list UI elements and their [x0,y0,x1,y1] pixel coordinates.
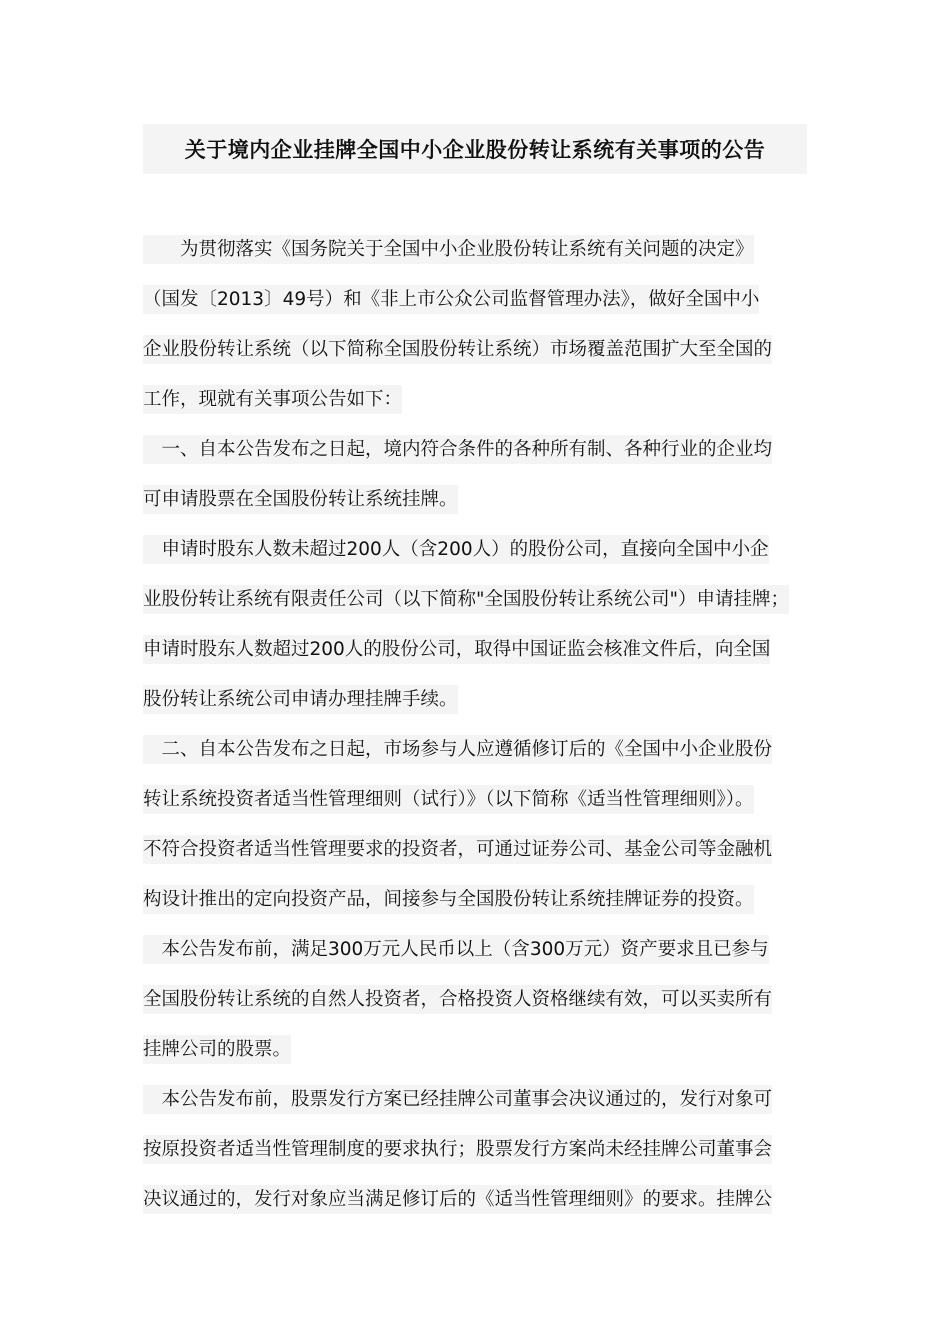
body-line-text: 构设计推出的定向投资产品，间接参与全国股份转让系统挂牌证券的投资。 [143,885,754,914]
body-line-text: 股份转让系统公司申请办理挂牌手续。 [143,685,458,714]
body-line [143,1125,813,1175]
body-line-text: 为贯彻落实《国务院关于全国中小企业股份转让系统有关问题的决定》 [143,235,754,264]
body-line [143,625,813,675]
body-line-text: 工作，现就有关事项公告如下： [143,385,402,414]
body-line-text: （国发〔2013〕49号）和《非上市公众公司监督管理办法》，做好全国中小 [143,285,759,314]
body-line-text: 本公告发布前，股票发行方案已经挂牌公司董事会决议通过的，发行对象可 [143,1085,772,1114]
body-line [143,825,813,875]
body-line [143,925,813,975]
body-line [143,675,813,725]
body-line [143,225,813,275]
body-line [143,775,813,825]
document-title: 关于境内企业挂牌全国中小企业股份转让系统有关事项的公告 [184,138,766,162]
body-line [143,575,813,625]
body-line [143,725,813,775]
body-line-text: 转让系统投资者适当性管理细则（试行）》（以下简称《适当性管理细则》）。 [143,785,754,814]
title-banner [143,124,807,174]
body-line-text: 全国股份转让系统的自然人投资者，合格投资人资格继续有效，可以买卖所有 [143,985,772,1014]
body-line [143,875,813,925]
body-line [143,425,813,475]
body-line-text: 不符合投资者适当性管理要求的投资者，可通过证券公司、基金公司等金融机 [143,835,772,864]
body-line [143,1175,813,1225]
body-line [143,1075,813,1125]
body-line [143,325,813,375]
body-line [143,1025,813,1075]
document-body [143,225,813,1225]
body-line-text: 业股份转让系统有限责任公司（以下简称"全国股份转让系统公司"）申请挂牌； [143,585,789,614]
body-line-text: 企业股份转让系统（以下简称全国股份转让系统）市场覆盖范围扩大至全国的 [143,335,772,364]
body-line-text: 可申请股票在全国股份转让系统挂牌。 [143,485,458,514]
body-line [143,475,813,525]
body-line [143,525,813,575]
body-line-text: 二、自本公告发布之日起，市场参与人应遵循修订后的《全国中小企业股份 [143,735,772,764]
body-line-text: 申请时股东人数未超过200人（含200人）的股份公司，直接向全国中小企 [143,535,769,564]
body-line-text: 按原投资者适当性管理制度的要求执行；股票发行方案尚未经挂牌公司董事会 [143,1135,772,1164]
body-line-text: 申请时股东人数超过200人的股份公司，取得中国证监会核准文件后，向全国 [143,635,770,664]
body-line-text: 决议通过的，发行对象应当满足修订后的《适当性管理细则》的要求。挂牌公 [143,1185,772,1214]
body-line-text: 本公告发布前，满足300万元人民币以上（含300万元）资产要求且已参与 [143,935,769,964]
body-line-text: 挂牌公司的股票。 [143,1035,291,1064]
body-line [143,375,813,425]
body-line-text: 一、自本公告发布之日起，境内符合条件的各种所有制、各种行业的企业均 [143,435,772,464]
body-line [143,975,813,1025]
body-line [143,275,813,325]
